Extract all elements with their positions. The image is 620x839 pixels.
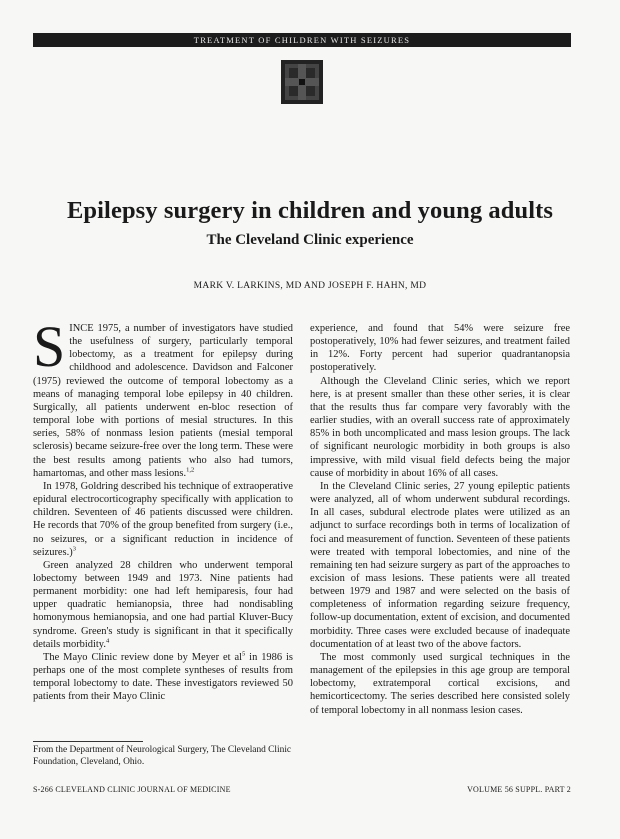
paragraph: The most commonly used surgical techniques in the management of the epilepsies in this age group are temporal lobectomy, extratemporal cortical excisions, and hemicorticectomy. The series described here consisted solely of temporal lobectomy in all nonmass lesion cases. bbox=[310, 651, 570, 716]
paragraph bbox=[33, 314, 293, 480]
paragraph bbox=[33, 651, 293, 704]
paragraph bbox=[33, 480, 293, 559]
paragraph-text: Green analyzed 28 children who underwent temporal lobectomy between 1949 and 1973. Nine patients had permanent morbidity: one had left hemiparesis, four had upper quadratic hemianopsia, three had nondisabling homonymous hemianopsia, and one had partial Kluver-Bucy syndrome. Green's study is significant in that it specifically details morbidity. bbox=[33, 559, 293, 650]
paragraph: experience, and found that 54% were seizure free postoperatively, 10% had fewer seizures, and treatment failed in 12%. Forty percent had superior quadrantanopsia postoperatively. bbox=[310, 323, 570, 374]
right-column bbox=[310, 322, 570, 717]
citation-ref: 5 bbox=[241, 650, 246, 658]
citation-ref: 1,2 bbox=[186, 466, 195, 474]
clinic-emblem-icon bbox=[281, 60, 323, 104]
article-subtitle: The Cleveland Clinic experience bbox=[206, 232, 414, 248]
left-column bbox=[33, 314, 293, 704]
footnote-rule bbox=[33, 741, 143, 742]
author-affiliation: From the Department of Neurological Surgery, The Cleveland Clinic Foundation, Cleveland, Ohio. bbox=[33, 745, 292, 767]
article-title: Epilepsy surgery in children and young adults bbox=[66, 197, 553, 224]
paragraph: Although the Cleveland Clinic series, which we report here, is at present smaller than these other series, it is clear that the results thus far compare very favorably with the earlier studies, with an overall success rate of approximately 85% in both uncomplicated and mass lesion groups. The lack of significant neurologic morbidity in both groups is also impressive, with mild visual field defects being the major cause of morbidity in about 16% of all cases. bbox=[310, 375, 570, 479]
article-authors: MARK V. LARKINS, MD AND JOSEPH F. HAHN, MD bbox=[193, 281, 427, 291]
paragraph: In the Cleveland Clinic series, 27 young epileptic patients were analyzed, all of whom underwent subdural recordings. In all cases, subdural electrode plates were utilized as an adjunct to surface recordings both in terms of localization of foci and measurement of function. Seventeen of these patients were treated with temporal lobectomies, and nine of the remaining ten had seizure surgery as part of the approaches to excision of mass lesions. These patients were all treated between 1979 and 1987 and were selected on the basis of completeness of information regarding seizure frequency, follow-up documentation, extent of excision, and documented morbidity. Three cases were excluded because of inadequate documentation of at least two of the above factors. bbox=[310, 480, 570, 650]
paragraph-text: In 1978, Goldring described his technique of extraoperative epidural electrocorticography specifically with application to children. Seventeen of 46 patients discussed were children. He records that 70% of the group benefited from surgery (i.e., no seizures, or a significant reduction in incidence of seizures.) bbox=[33, 480, 293, 558]
citation-ref: 4 bbox=[105, 637, 110, 645]
running-header: TREATMENT OF CHILDREN WITH SEIZURES bbox=[33, 33, 571, 47]
page-footer-left: S-266 CLEVELAND CLINIC JOURNAL OF MEDICINE bbox=[33, 785, 231, 794]
page-footer-right: VOLUME 56 SUPPL. PART 2 bbox=[467, 785, 571, 794]
drop-cap: S bbox=[33, 314, 66, 379]
paragraph-text: The Mayo Clinic review done by Meyer et al bbox=[43, 651, 242, 663]
citation-ref: 3 bbox=[72, 545, 76, 553]
paragraph-text: in 1986 is perhaps one of the most complete syntheses of results from temporal lobectomy to date. These investigators reviewed 50 patients from their Mayo Clinic bbox=[33, 651, 293, 703]
paragraph-text: INCE 1975, a number of investigators have studied the usefulness of surgery, particularly temporal lobectomy, as a treatment for epilepsy during childhood and adolescence. Davidson and Falconer (1975) reviewed the outcome of temporal lobectomy as a means of managing temporal lobe epilepsy in 40 children. Surgically, all patients underwent en-bloc resection of temporal lobe with portions of mesial structures. In this series, 58% of nonmass lesion patients (mesial temporal sclerosis) became seizure-free over the long term. These were the best results among patients who also had tumors, hamartomas, and other mass lesions. bbox=[33, 323, 293, 479]
paragraph bbox=[33, 559, 293, 651]
